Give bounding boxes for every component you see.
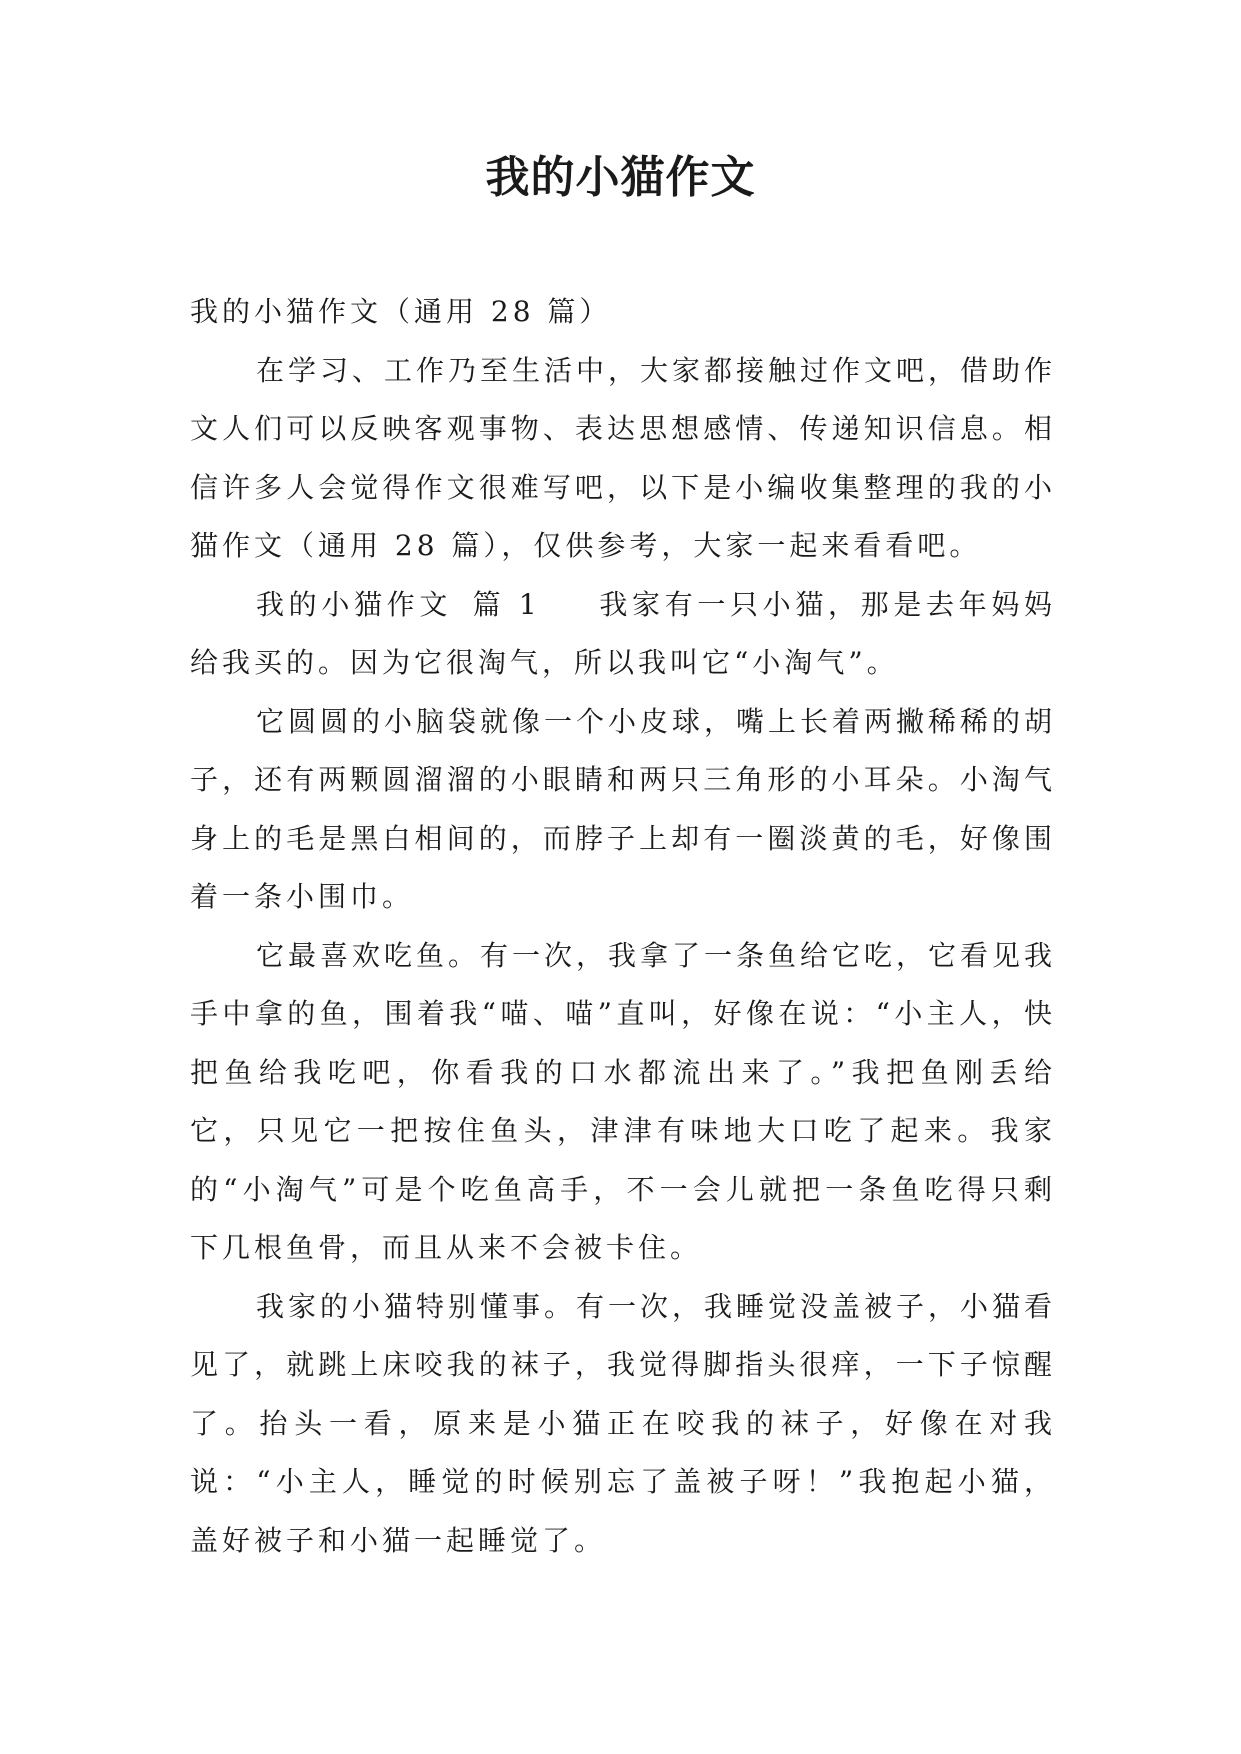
essay-1-paragraph-appearance: 它圆圆的小脑袋就像一个小皮球，嘴上长着两撇稀稀的胡子，还有两颗圆溜溜的小眼睛和两只三角形的小耳朵。小淘气身上的毛是黑白相间的，而脖子上却有一圈淡黄的毛，好像围着一条小围巾。 xyxy=(190,704,1057,913)
essay-1-paragraph-sensible-cat: 我家的小猫特别懂事。有一次，我睡觉没盖被子，小猫看见了，就跳上床咬我的袜子，我觉得脚指头很痒，一下子惊醒了。抬头一看，原来是小猫正在咬我的袜子，好像在对我说：“小主人，睡觉的时候别忘了盖被子呀！”我抱起小猫，盖好被子和小猫一起睡觉了。 xyxy=(190,1289,1057,1557)
essay-opening-text: 我家有一只小猫，那是去年妈妈给我买的。因为它很淘气，所以我叫它“小淘气”。 xyxy=(190,587,1056,679)
document-body xyxy=(190,283,1056,1570)
intro-paragraph: 在学习、工作乃至生活中，大家都接触过作文吧，借助作文人们可以反映客观事物、表达思想感情、传递知识信息。相信许多人会觉得作文很难写吧，以下是小编收集整理的我的小猫作文（通用 28 篇），仅供参考，大家一起来看看吧。 xyxy=(190,353,1057,562)
essay-number: 篇 1 xyxy=(471,587,541,621)
document-title: 我的小猫作文 xyxy=(485,152,756,203)
essay-1-opening-paragraph xyxy=(190,576,1056,693)
document-subtitle: 我的小猫作文（通用 28 篇） xyxy=(190,295,612,328)
essay-1-paragraph-eating-fish: 它最喜欢吃鱼。有一次，我拿了一条鱼给它吃，它看见我手中拿的鱼，围着我“喵、喵”直叫，好像在说：“小主人，快把鱼给我吃吧，你看我的口水都流出来了。”我把鱼刚丢给它，只见它一把按住鱼头，津津有味地大口吃了起来。我家的“小淘气”可是个吃鱼高手，不一会儿就把一条鱼吃得只剩下几根鱼骨，而且从来不会被卡住。 xyxy=(190,938,1057,1264)
essay-heading: 我的小猫作文 xyxy=(256,587,452,621)
